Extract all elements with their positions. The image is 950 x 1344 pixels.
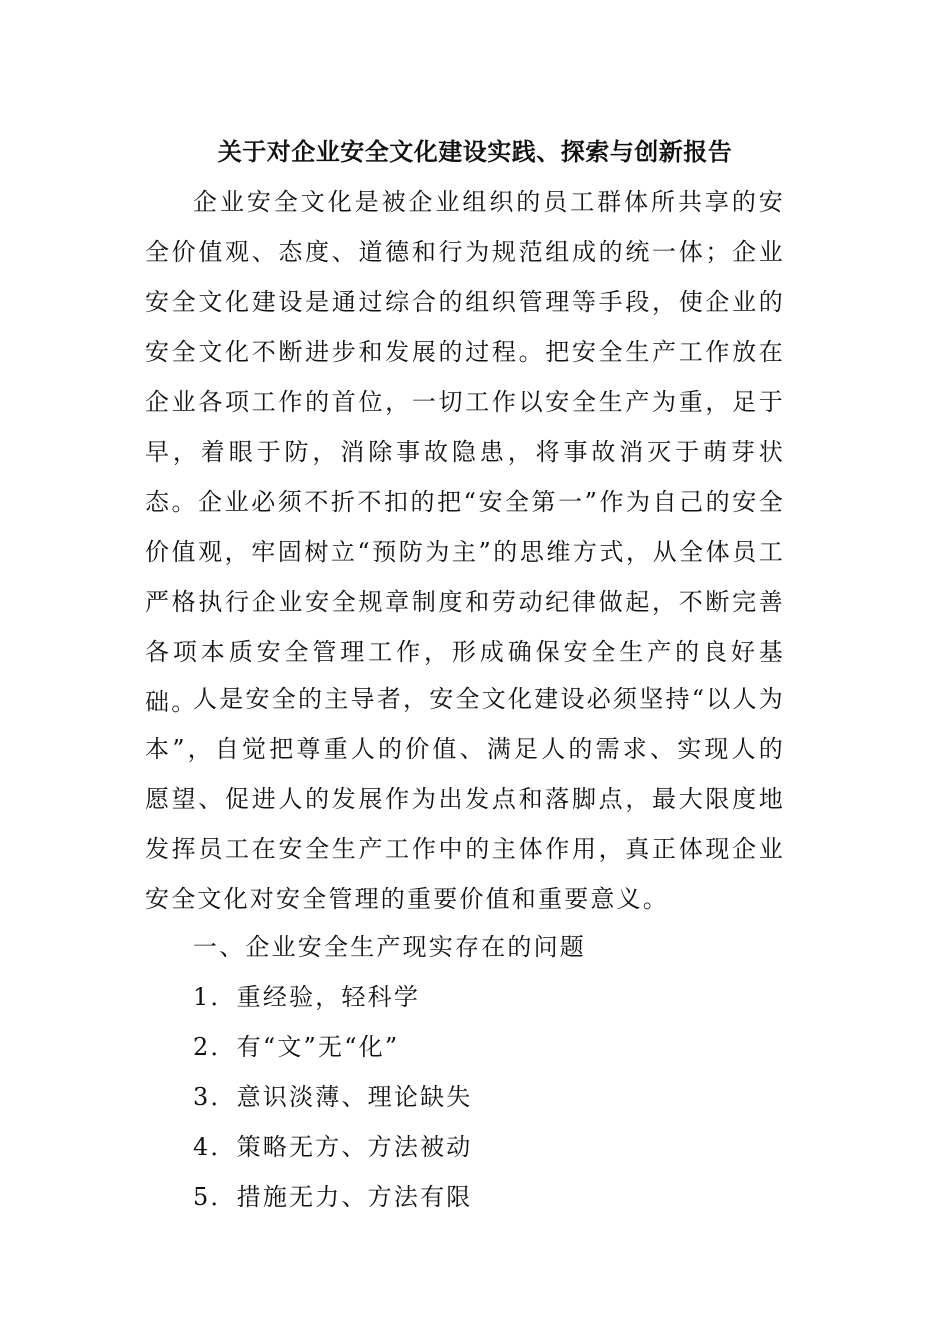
problem-section xyxy=(145,922,785,1222)
list-item: 4．策略无方、方法被动 xyxy=(193,1133,473,1161)
body-paragraph-2 xyxy=(145,674,785,924)
paragraph-text: 企业安全文化是被企业组织的员工群体所共享的安全价值观、态度、道德和行为规范组成的统一体；企业安全文化建设是通过综合的组织管理等手段，使企业的安全文化不断进步和发展的过程。把安全生产工作放在企业各项工作的首位，一切工作以安全生产为重，足于早，着眼于防，消除事故隐患，将事故消灭于萌芽状态。企业必须不折不扣的把“安全第一”作为自己的安全价值观，牢固树立“预防为主”的思维方式，从全体员工严格执行企业安全规章制度和劳动纪律做起，不断完善各项本质安全管理工作，形成确保安全生产的良好基础。 xyxy=(145,188,785,716)
list-item: 5．措施无力、方法有限 xyxy=(193,1183,473,1211)
list-item: 2．有“文”无“化” xyxy=(193,1033,400,1061)
body-paragraph-1 xyxy=(145,177,785,727)
list-item: 3．意识淡薄、理论缺失 xyxy=(193,1083,473,1111)
list-item: 1．重经验，轻科学 xyxy=(193,983,421,1011)
paragraph-text: 人是安全的主导者，安全文化建设必须坚持“以人为本”，自觉把尊重人的价值、满足人的需求、实现人的愿望、促进人的发展作为出发点和落脚点，最大限度地发挥员工在安全生产工作中的主体作用，真正体现企业安全文化对安全管理的重要价值和重要意义。 xyxy=(145,685,785,913)
document-title: 关于对企业安全文化建设实践、探索与创新报告 xyxy=(217,137,733,166)
section-heading: 一、企业安全生产现实存在的问题 xyxy=(193,933,586,961)
